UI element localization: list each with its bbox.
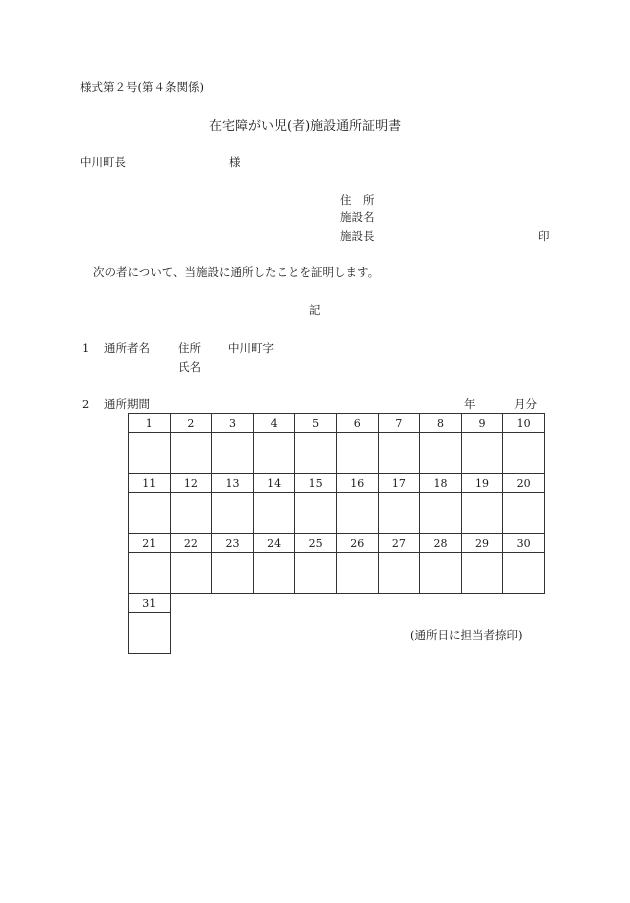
certification-statement: 次の者について、当施設に通所したことを証明します。 xyxy=(93,265,380,279)
day-cell: 25 xyxy=(295,534,337,553)
seal-cell xyxy=(336,493,378,534)
day-cell: 9 xyxy=(461,414,503,433)
document-title: 在宅障がい児(者)施設通所証明書 xyxy=(209,119,402,134)
item2-number: 2 xyxy=(82,397,90,411)
seal-cell xyxy=(461,493,503,534)
seal-cell xyxy=(170,493,212,534)
addressee-name: 中川町長 xyxy=(80,155,126,169)
seal-cell xyxy=(253,493,295,534)
seal-cell xyxy=(253,433,295,474)
seal-cell xyxy=(461,433,503,474)
seal-cell xyxy=(129,433,171,474)
day-cell: 10 xyxy=(503,414,545,433)
seal-cell xyxy=(420,493,462,534)
seal-cell xyxy=(253,553,295,594)
seal-cell xyxy=(212,493,254,534)
day-cell: 18 xyxy=(420,474,462,493)
day-cell: 12 xyxy=(170,474,212,493)
seal-cell xyxy=(336,553,378,594)
day-cell: 1 xyxy=(129,414,171,433)
seal-cell xyxy=(129,493,171,534)
day-cell: 15 xyxy=(295,474,337,493)
seal-cell xyxy=(420,433,462,474)
day-cell: 6 xyxy=(336,414,378,433)
day-cell: 22 xyxy=(170,534,212,553)
form-number: 様式第２号(第４条関係) xyxy=(80,80,204,94)
seal-cell xyxy=(503,493,545,534)
day-cell: 13 xyxy=(212,474,254,493)
seal-cell xyxy=(420,553,462,594)
seal-cell xyxy=(129,553,171,594)
day-cell: 27 xyxy=(378,534,420,553)
facility-head-label: 施設長 xyxy=(340,229,375,243)
seal-cell xyxy=(378,433,420,474)
seal-cell xyxy=(295,433,337,474)
day-cell: 28 xyxy=(420,534,462,553)
seal-row xyxy=(129,493,545,534)
day-cell: 30 xyxy=(503,534,545,553)
seal-cell xyxy=(503,553,545,594)
day-cell: 4 xyxy=(253,414,295,433)
item1-name-label: 氏名 xyxy=(178,360,201,374)
calendar-day-row xyxy=(129,474,545,493)
calendar-day-row xyxy=(129,594,545,613)
attendance-calendar xyxy=(128,413,545,654)
seal-cell xyxy=(461,553,503,594)
day-cell: 8 xyxy=(420,414,462,433)
day-cell: 2 xyxy=(170,414,212,433)
seal-mark: 印 xyxy=(538,229,550,243)
addressee-honorific: 様 xyxy=(229,155,241,169)
seal-cell xyxy=(295,553,337,594)
day-cell: 16 xyxy=(336,474,378,493)
seal-cell xyxy=(212,553,254,594)
day-cell: 5 xyxy=(295,414,337,433)
seal-note: (通所日に担当者捺印) xyxy=(410,628,523,642)
seal-row xyxy=(129,433,545,474)
calendar-day-row xyxy=(129,534,545,553)
seal-cell xyxy=(336,433,378,474)
day-cell: 7 xyxy=(378,414,420,433)
seal-cell xyxy=(378,553,420,594)
seal-cell xyxy=(503,433,545,474)
seal-cell xyxy=(295,493,337,534)
facility-name-label: 施設名 xyxy=(340,210,375,224)
year-label: 年 xyxy=(464,397,476,411)
month-label: 月分 xyxy=(514,397,537,411)
seal-row xyxy=(129,553,545,594)
seal-cell xyxy=(212,433,254,474)
item1-address-label: 住所 xyxy=(178,341,201,355)
item1-address-value: 中川町字 xyxy=(228,341,274,355)
address-label: 住 所 xyxy=(340,193,375,207)
day-cell: 29 xyxy=(461,534,503,553)
item1-label: 通所者名 xyxy=(104,341,150,355)
day-cell: 11 xyxy=(129,474,171,493)
day-cell: 20 xyxy=(503,474,545,493)
ki-heading: 記 xyxy=(309,303,321,317)
day-cell: 21 xyxy=(129,534,171,553)
item1-number: 1 xyxy=(82,341,90,355)
calendar-day-row xyxy=(129,414,545,433)
day-cell: 26 xyxy=(336,534,378,553)
seal-cell xyxy=(170,433,212,474)
day-cell: 23 xyxy=(212,534,254,553)
seal-cell xyxy=(129,613,171,654)
day-cell: 19 xyxy=(461,474,503,493)
day-cell: 31 xyxy=(129,594,171,613)
item2-label: 通所期間 xyxy=(104,397,150,411)
day-cell: 17 xyxy=(378,474,420,493)
day-cell: 3 xyxy=(212,414,254,433)
day-cell: 14 xyxy=(253,474,295,493)
day-cell: 24 xyxy=(253,534,295,553)
seal-cell xyxy=(170,553,212,594)
seal-cell xyxy=(378,493,420,534)
